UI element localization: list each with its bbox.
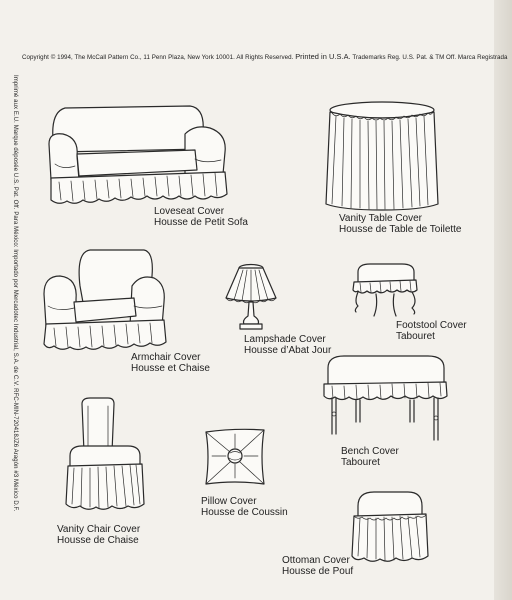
vanity-chair-label bbox=[57, 524, 140, 546]
pillow-label-fr: Housse de Coussin bbox=[201, 507, 288, 518]
loveseat-label-en: Loveseat Cover bbox=[154, 206, 225, 217]
ottoman-label bbox=[282, 555, 353, 577]
bench-label bbox=[341, 446, 399, 468]
footstool-label-en: Footstool Cover bbox=[396, 320, 467, 331]
printed-in: Printed in U.S.A. bbox=[295, 52, 351, 61]
pillow-illustration bbox=[202, 426, 268, 488]
armchair-label-en: Armchair Cover bbox=[131, 352, 201, 363]
envelope-fold bbox=[494, 0, 512, 600]
lampshade-label-en: Lampshade Cover bbox=[244, 334, 326, 345]
lampshade-label-fr: Housse d’Abat Jour bbox=[244, 345, 332, 356]
loveseat-label bbox=[154, 206, 248, 228]
footstool-label bbox=[396, 320, 467, 342]
vanity-table-label-fr: Housse de Table de Toilette bbox=[339, 224, 462, 235]
vanity-table-label-en: Vanity Table Cover bbox=[339, 213, 423, 224]
vanity-table-illustration bbox=[322, 100, 442, 212]
footstool-label-fr: Tabouret bbox=[396, 331, 435, 342]
ottoman-label-en: Ottoman Cover bbox=[282, 555, 350, 566]
bench-label-en: Bench Cover bbox=[341, 446, 399, 457]
pillow-label bbox=[201, 496, 288, 518]
vanity-chair-illustration bbox=[64, 396, 146, 514]
footstool-illustration bbox=[350, 262, 420, 320]
ottoman-label-fr: Housse de Pouf bbox=[282, 566, 354, 577]
armchair-illustration bbox=[40, 246, 168, 356]
loveseat-label-fr: Housse de Petit Sofa bbox=[154, 217, 248, 228]
vanity-chair-label-en: Vanity Chair Cover bbox=[57, 524, 141, 535]
ottoman-illustration bbox=[348, 490, 432, 566]
vanity-chair-label-fr: Housse de Chaise bbox=[57, 535, 139, 546]
loveseat-illustration bbox=[45, 104, 230, 212]
trademark-text: Trademarks Reg. U.S. Pat. & TM Off. Marca Registrada bbox=[352, 54, 508, 61]
vanity-table-label bbox=[339, 213, 462, 235]
copyright-line bbox=[22, 52, 508, 61]
lampshade-illustration bbox=[222, 262, 280, 332]
armchair-label-fr: Housse et Chaise bbox=[131, 363, 210, 374]
bench-illustration bbox=[322, 354, 448, 446]
copyright-text: Copyright © 1994, The McCall Pattern Co., 11 Penn Plaza, New York 10001. All Rights Reserved. bbox=[22, 54, 294, 61]
side-import-text: Imprimé aux E.U. Marque déposée U.S. Pat. Off. Para México: Importado por Mercadotec Industrial, S.A. de C.V. RFC-MIN-720418JZ6 Aragón #3 México D.F. bbox=[12, 75, 18, 512]
armchair-label bbox=[131, 352, 210, 374]
pillow-label-en: Pillow Cover bbox=[201, 496, 257, 507]
bench-label-fr: Tabouret bbox=[341, 457, 380, 468]
lampshade-label bbox=[244, 334, 331, 356]
